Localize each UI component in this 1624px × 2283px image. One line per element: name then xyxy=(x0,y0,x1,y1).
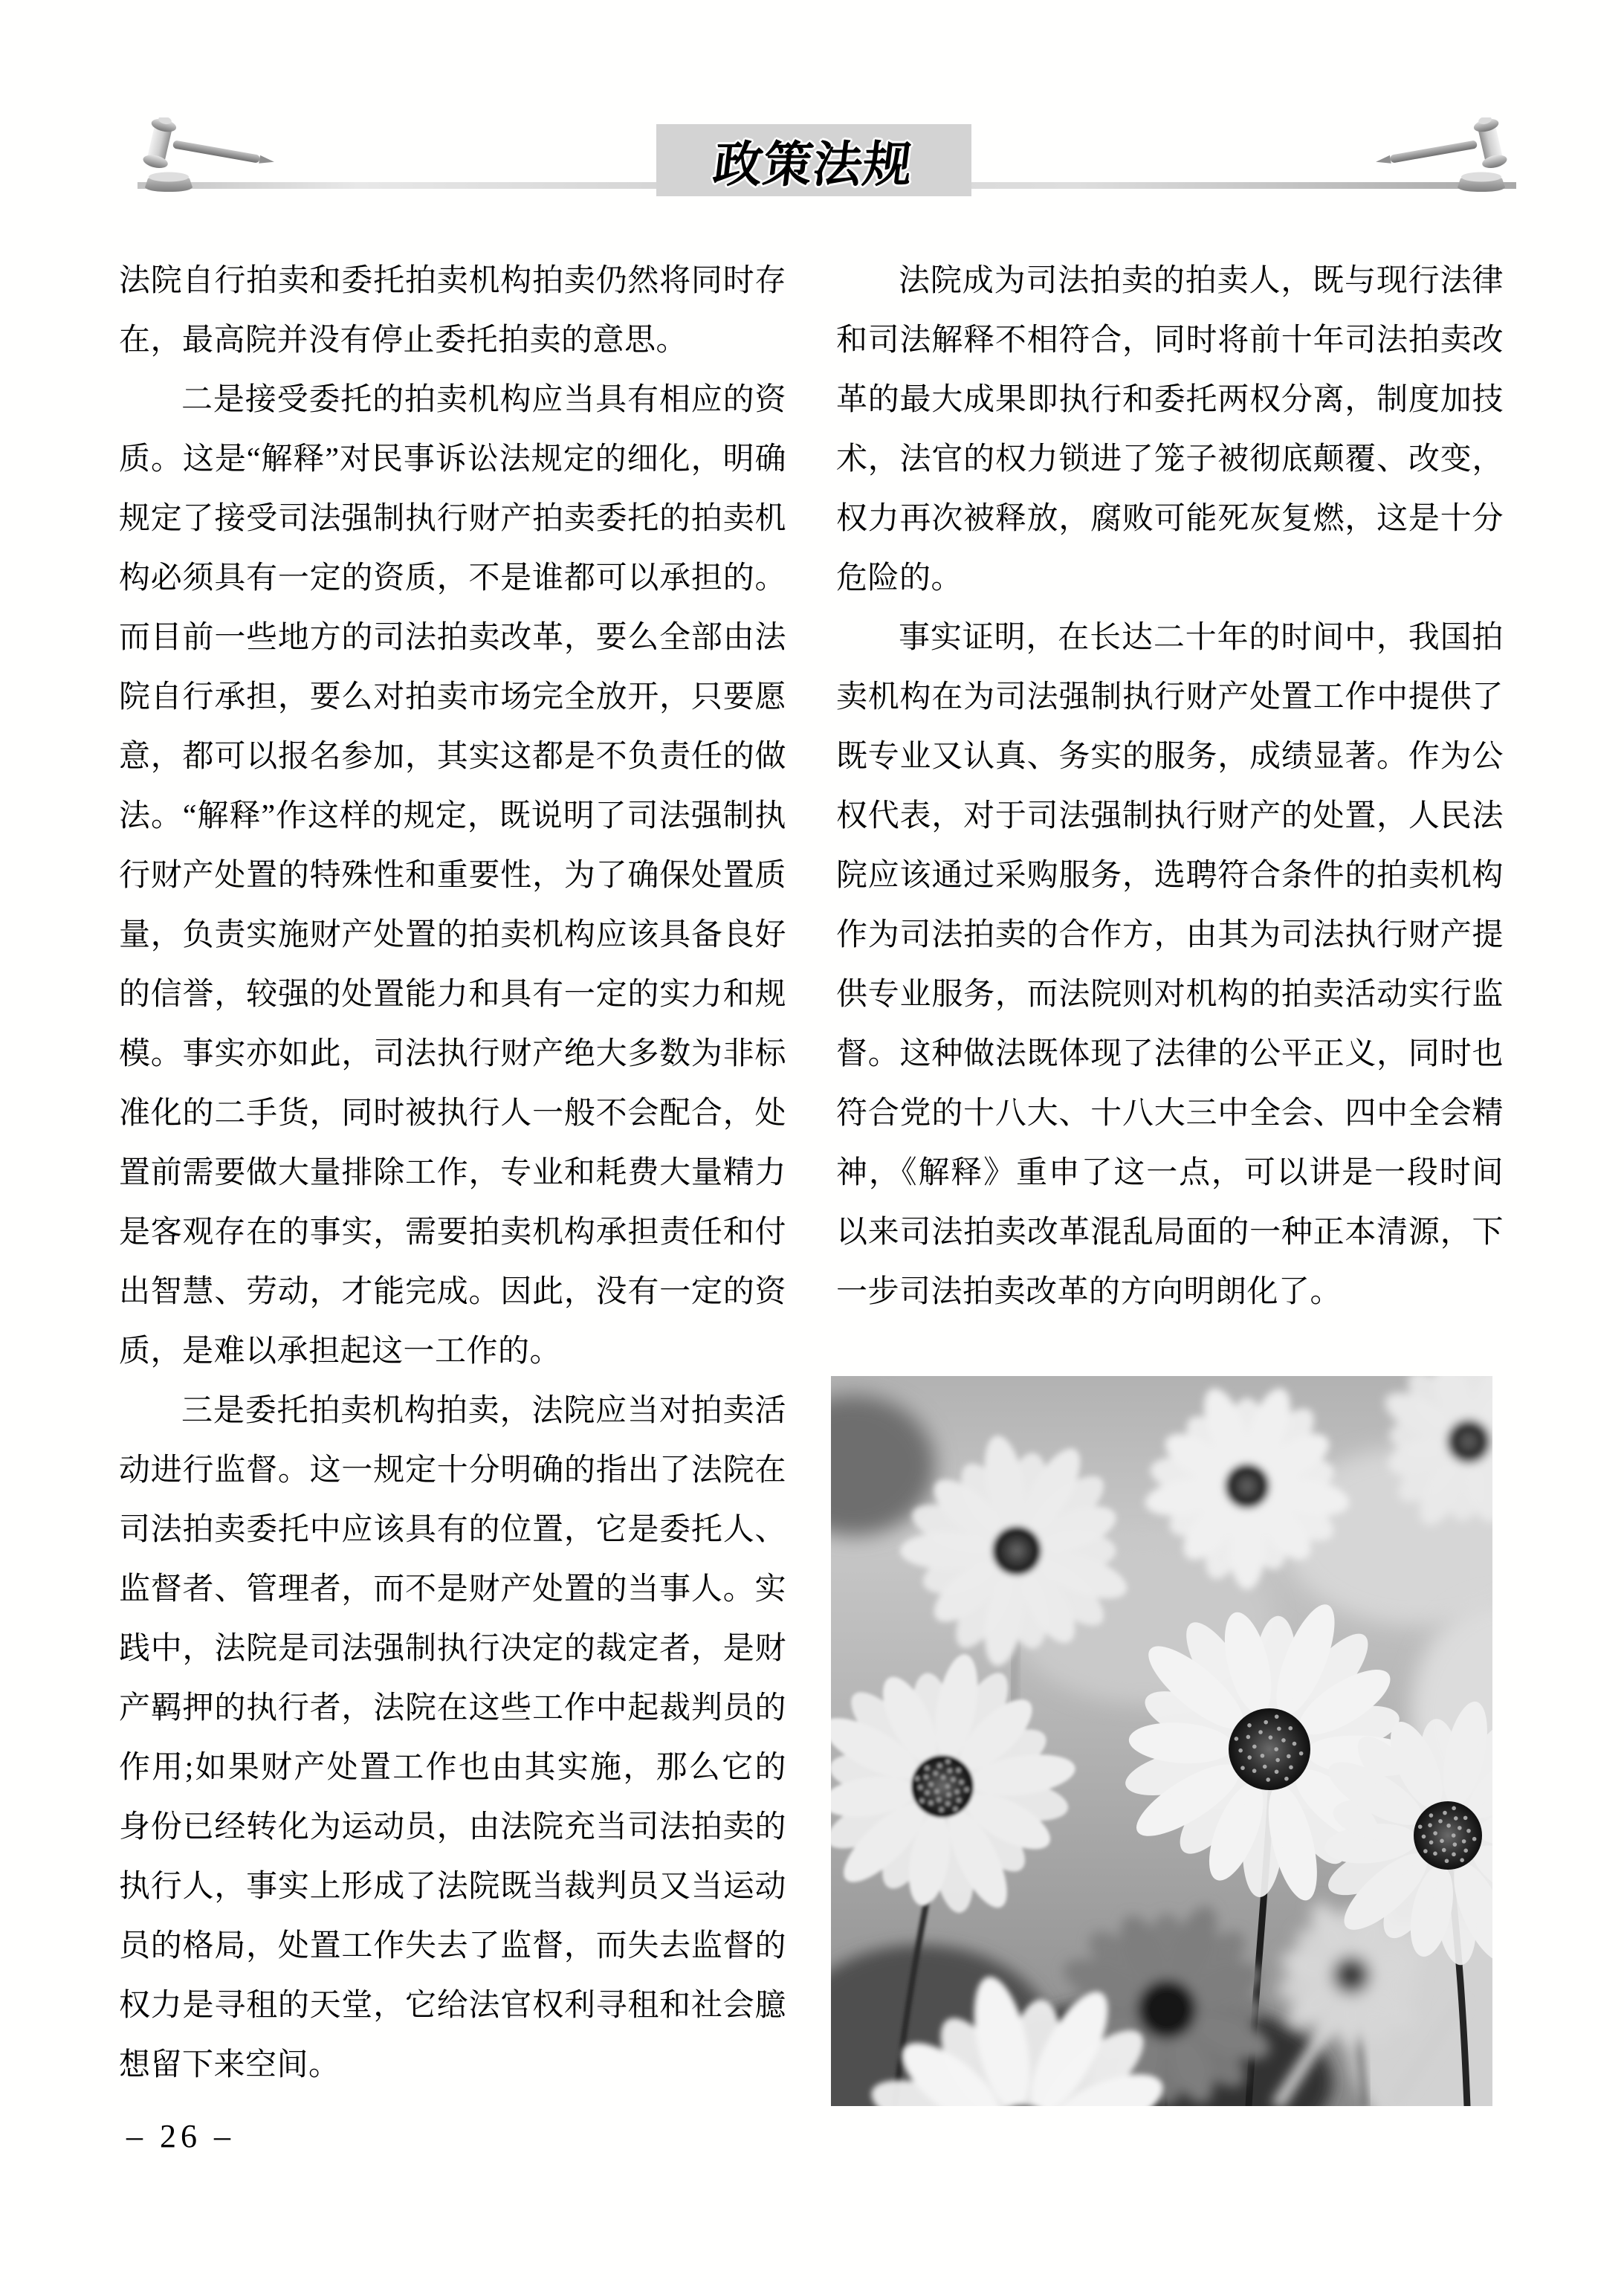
paragraph: 法院自行拍卖和委托拍卖机构拍卖仍然将同时存在，最高院并没有停止委托拍卖的意思。 xyxy=(119,264,786,358)
section-title-box xyxy=(656,124,971,196)
left-column xyxy=(119,251,786,2095)
page-number: – 26 – xyxy=(126,2118,235,2154)
section-title: 政策法规 xyxy=(710,138,916,193)
paragraph: 二是接受委托的拍卖机构应当具有相应的资质。这是“解释”对民事诉讼法规定的细化，明确规定了接受司法强制执行财产拍卖委托的拍卖机构必须具有一定的资质，不是谁都可以承担的。而目前一些地方的司法拍卖改革，要么全部由法院自行承担，要么对拍卖市场完全放开，只要愿意，都可以报名参加，其实这都是不负责任的做法。“解释”作这样的规定，既说明了司法强制执行财产处置的特殊性和重要性，为了确保处置质量，负责实施财产处置的拍卖机构应该具备良好的信誉，较强的处置能力和具有一定的实力和规模。事实亦如此，司法执行财产绝大多数为非标准化的二手货，同时被执行人一般不会配合，处置前需要做大量排除工作，专业和耗费大量精力是客观存在的事实，需要拍卖机构承担责任和付出智慧、劳动，才能完成。因此，没有一定的资质，是难以承担起这一工作的。 xyxy=(119,383,786,1369)
daisies-photo xyxy=(831,1376,1492,2106)
right-column xyxy=(836,251,1504,1322)
paragraph: 三是委托拍卖机构拍卖，法院应当对拍卖活动进行监督。这一规定十分明确的指出了法院在司法拍卖委托中应该具有的位置，它是委托人、监督者、管理者，而不是财产处置的当事人。实践中，法院是司法强制执行决定的裁定者，是财产羁押的执行者，法院在这些工作中起裁判员的作用;如果财产处置工作也由其实施，那么它的身份已经转化为运动员，由法院充当司法拍卖的执行人，事实上形成了法院既当裁判员又当运动员的格局，处置工作失去了监督，而失去监督的权力是寻租的天堂，它给法官权利寻租和社会臆想留下来空间。 xyxy=(119,1394,786,2082)
gavel-icon xyxy=(130,117,279,192)
gavel-icon xyxy=(1371,117,1520,192)
paragraph: 法院成为司法拍卖的拍卖人，既与现行法律和司法解释不相符合，同时将前十年司法拍卖改革的最大成果即执行和委托两权分离，制度加技术，法官的权力锁进了笼子被彻底颠覆、改变，权力再次被释放，腐败可能死灰复燃，这是十分危险的。 xyxy=(836,264,1504,595)
paragraph: 事实证明，在长达二十年的时间中，我国拍卖机构在为司法强制执行财产处置工作中提供了既专业又认真、务实的服务，成绩显著。作为公权代表，对于司法强制执行财产的处置，人民法院应该通过采购服务，选聘符合条件的拍卖机构作为司法拍卖的合作方，由其为司法执行财产提供专业服务，而法院则对机构的拍卖活动实行监督。这种做法既体现了法律的公平正义，同时也符合党的十八大、十八大三中全会、四中全会精神，《解释》重申了这一点，可以讲是一段时间以来司法拍卖改革混乱局面的一种正本清源，下一步司法拍卖改革的方向明朗化了。 xyxy=(836,621,1504,1309)
